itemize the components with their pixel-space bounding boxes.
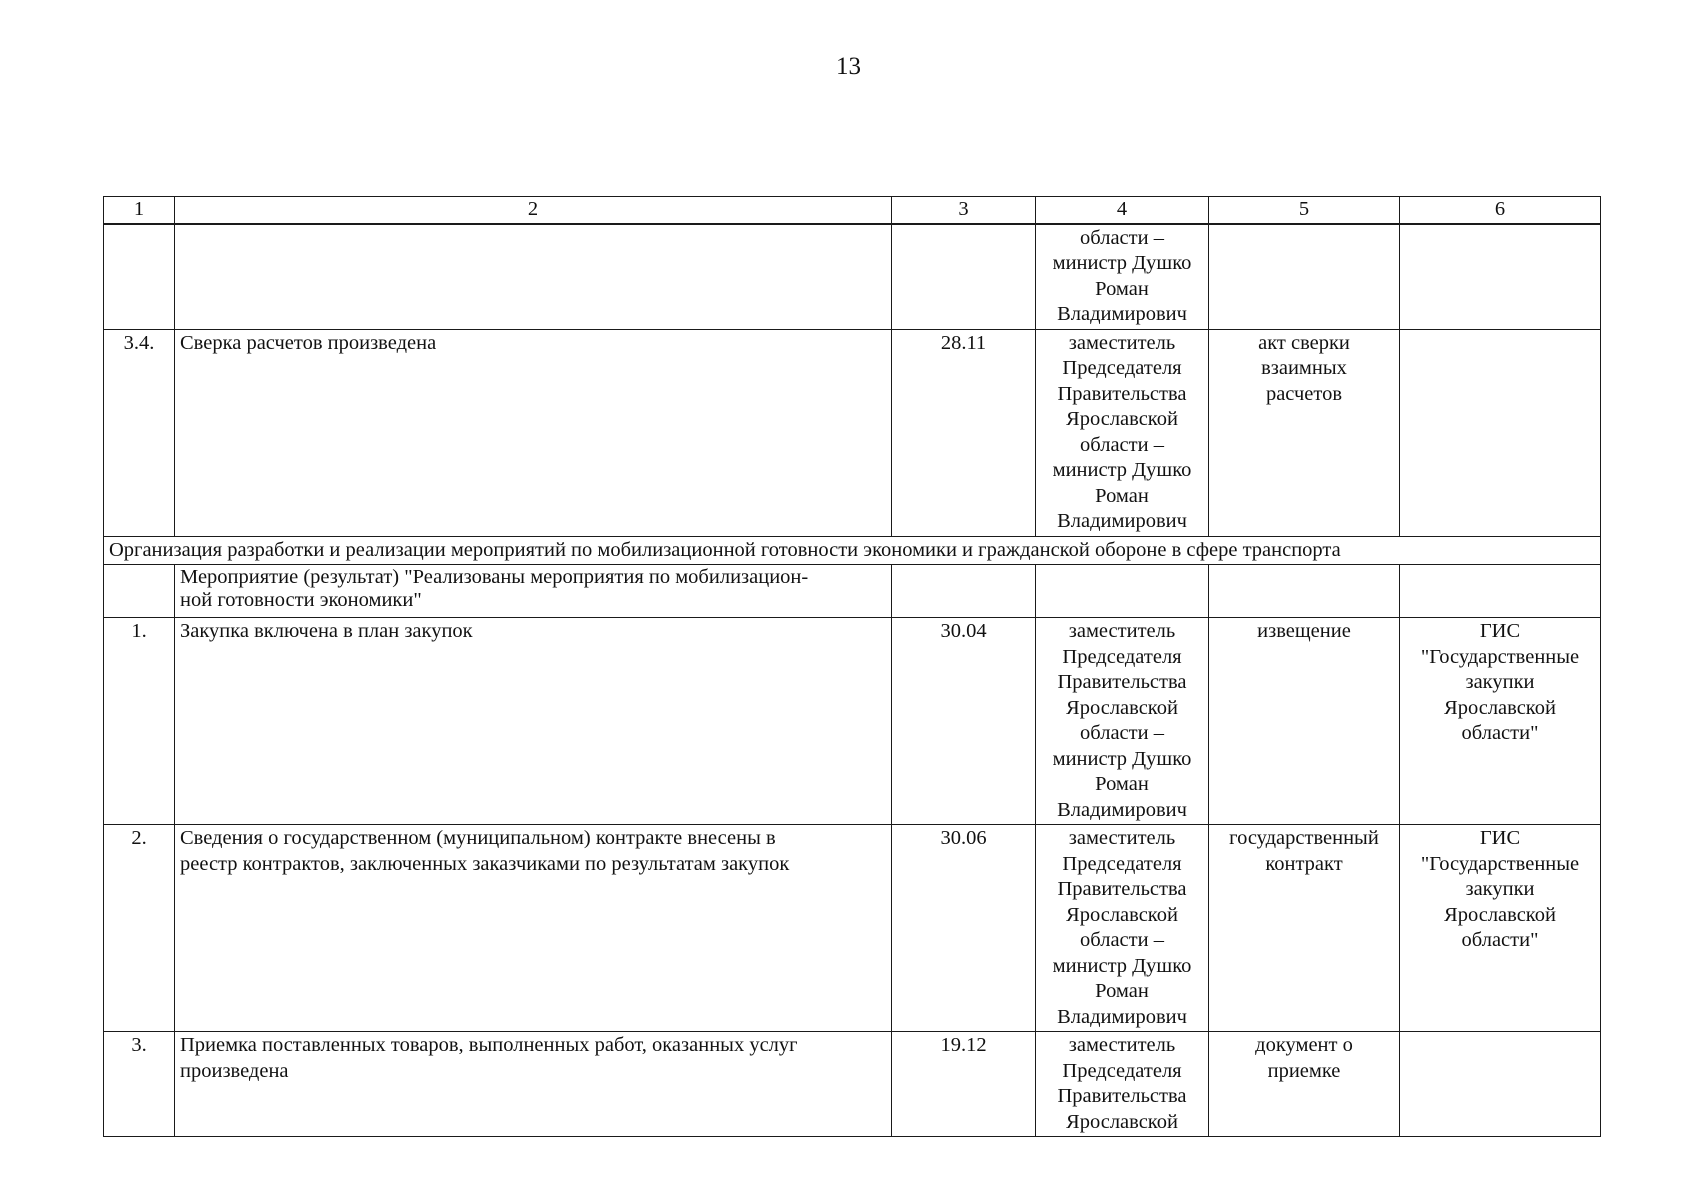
column-number: 5: [1209, 197, 1400, 224]
row-description: Закупка включена в план закупок: [175, 618, 892, 825]
section-heading: Организация разработки и реализации мероприятий по мобилизационной готовности экономики и гражданской обороне в сфере транспорта: [104, 536, 1601, 565]
column-number-row: [104, 197, 1601, 224]
row-date: [892, 565, 1036, 618]
section-row: [104, 536, 1601, 565]
row-number: 1.: [104, 618, 175, 825]
row-number: [104, 565, 175, 618]
table-row: [104, 1032, 1601, 1137]
column-number: 2: [175, 197, 892, 224]
plan-table: [103, 196, 1601, 1137]
row-document: [1209, 224, 1400, 330]
row-document: извещение: [1209, 618, 1400, 825]
column-number: 4: [1036, 197, 1209, 224]
row-document: документ о приемке: [1209, 1032, 1400, 1137]
column-number: 6: [1400, 197, 1601, 224]
row-description: [175, 224, 892, 330]
table-row: [104, 618, 1601, 825]
row-responsible: заместитель Председателя Правительства Ярославской области – министр Душко Роман Владимирович: [1036, 618, 1209, 825]
row-document: акт сверки взаимных расчетов: [1209, 329, 1400, 536]
column-number: 3: [892, 197, 1036, 224]
row-document: государственный контракт: [1209, 825, 1400, 1032]
row-responsible: заместитель Председателя Правительства Ярославской: [1036, 1032, 1209, 1137]
row-document: [1209, 565, 1400, 618]
row-system: ГИС "Государственные закупки Ярославской области": [1400, 618, 1601, 825]
table-row: [104, 224, 1601, 330]
row-responsible: [1036, 565, 1209, 618]
measure-title: Мероприятие (результат) "Реализованы мероприятия по мобилизацион- ной готовности экономики": [175, 565, 892, 618]
row-system: [1400, 1032, 1601, 1137]
row-responsible: заместитель Председателя Правительства Ярославской области – министр Душко Роман Владимирович: [1036, 329, 1209, 536]
row-number: 2.: [104, 825, 175, 1032]
row-responsible: заместитель Председателя Правительства Ярославской области – министр Душко Роман Владимирович: [1036, 825, 1209, 1032]
row-description: Приемка поставленных товаров, выполненных работ, оказанных услуг произведена: [175, 1032, 892, 1137]
row-number: 3.4.: [104, 329, 175, 536]
measure-row: [104, 565, 1601, 618]
row-number: 3.: [104, 1032, 175, 1137]
row-date: [892, 224, 1036, 330]
row-system: [1400, 565, 1601, 618]
row-description: Сведения о государственном (муниципальном) контракте внесены в реестр контрактов, заключенных заказчиками по результатам закупок: [175, 825, 892, 1032]
row-date: 30.04: [892, 618, 1036, 825]
row-date: 19.12: [892, 1032, 1036, 1137]
row-system: [1400, 224, 1601, 330]
row-number: [104, 224, 175, 330]
row-description: Сверка расчетов произведена: [175, 329, 892, 536]
row-responsible: области – министр Душко Роман Владимирович: [1036, 224, 1209, 330]
row-date: 30.06: [892, 825, 1036, 1032]
table-row: [104, 825, 1601, 1032]
row-system: ГИС "Государственные закупки Ярославской области": [1400, 825, 1601, 1032]
column-number: 1: [104, 197, 175, 224]
row-system: [1400, 329, 1601, 536]
page-number: 13: [836, 53, 861, 80]
table-row: [104, 329, 1601, 536]
row-date: 28.11: [892, 329, 1036, 536]
